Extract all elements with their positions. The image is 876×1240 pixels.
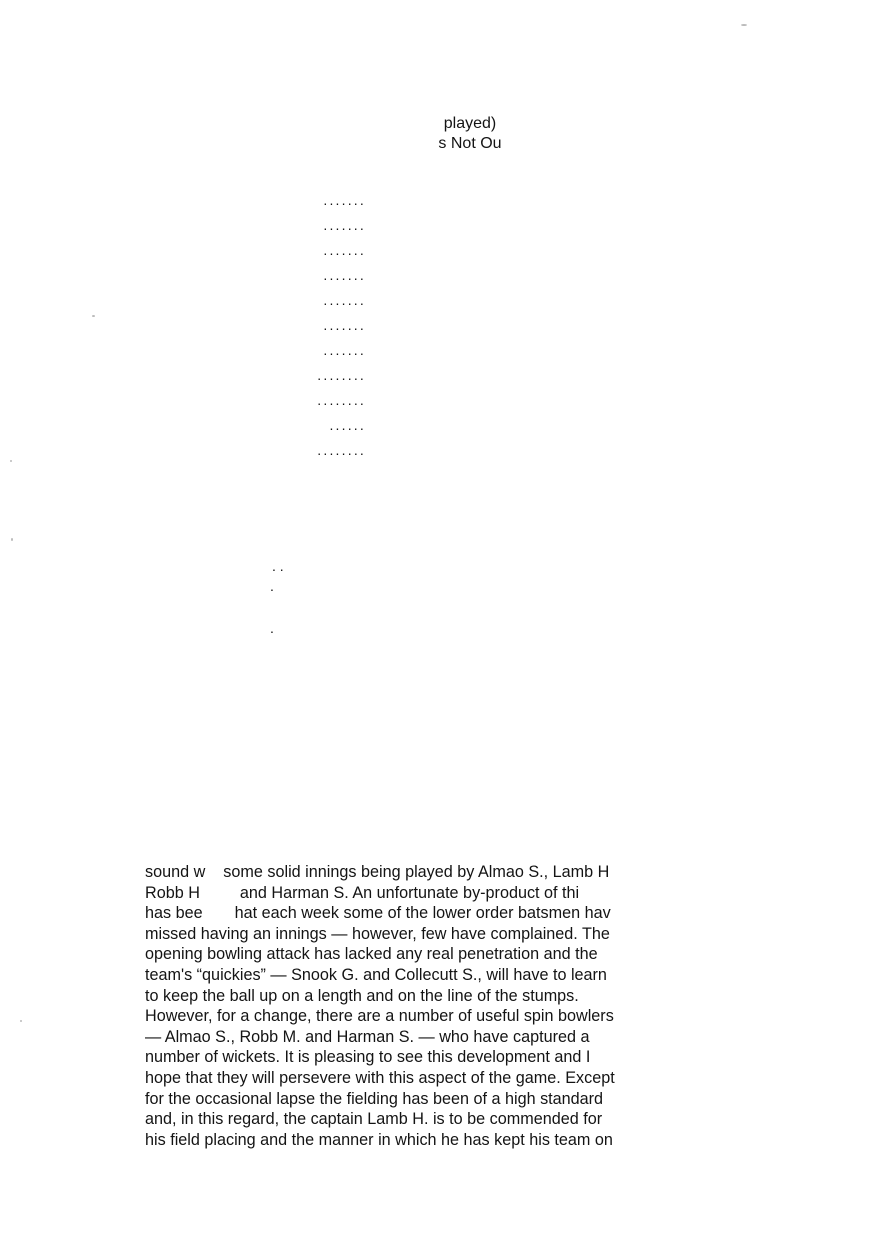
report-line: hope that they will persevere with this aspect of the game. Except [145,1068,615,1087]
dot-leader: ....... [323,342,366,358]
report-line: his field placing and the manner in which he has kept his team on [145,1130,613,1149]
header-not-out: s Not Ou [438,135,502,152]
speck [92,315,95,317]
line-fragment: sound w [145,863,206,881]
line-fragment: has bee [145,904,203,923]
table-header-fragment [400,114,540,154]
dot-leader: ....... [323,217,366,233]
dot-leader: ...... [329,417,366,433]
speck [11,538,13,541]
dot-leader: ....... [323,267,366,283]
stray-mark: . [270,578,274,594]
speck [20,1020,22,1022]
dot-leader: ....... [323,242,366,258]
line-fragment: hat each week some of the lower order batsmen hav [234,904,611,923]
dot-leader: ........ [317,367,366,383]
line-fragment: Robb H [145,883,200,902]
dot-leader-column [246,188,366,463]
report-line: team's “quickies” — Snook G. and Collecutt S., will have to learn [145,965,607,984]
dot-leader: ....... [323,192,366,208]
speck [741,24,747,26]
dot-leader: ........ [317,392,366,408]
report-line: and, in this regard, the captain Lamb H. is to be commended for [145,1110,603,1129]
cricket-report-paragraph [145,862,750,1150]
report-line [145,862,750,883]
header-played: played) [443,115,497,132]
report-line: to keep the ball up on a length and on the line of the stumps. [145,986,579,1005]
report-line [145,903,750,924]
report-line: number of wickets. It is pleasing to see this development and I [145,1048,591,1067]
report-line [145,883,750,904]
report-line: for the occasional lapse the fielding has been of a high standard [145,1089,604,1108]
report-line: — Almao S., Robb M. and Harman S. — who have captured a [145,1027,590,1046]
line-fragment: some solid innings being played by Almao S., Lamb H [223,863,610,881]
report-line: However, for a change, there are a number of useful spin bowlers [145,1007,614,1026]
line-fragment: and Harman S. An unfortunate by-product of thi [239,883,580,902]
speck [10,460,12,462]
stray-mark: . [270,620,274,636]
dot-leader: ....... [323,317,366,333]
dot-leader: ....... [323,292,366,308]
report-line: missed having an innings — however, few have complained. The [145,924,610,943]
dot-leader: ........ [317,442,366,458]
stray-mark: . . [272,558,284,574]
report-line: opening bowling attack has lacked any real penetration and the [145,945,598,964]
